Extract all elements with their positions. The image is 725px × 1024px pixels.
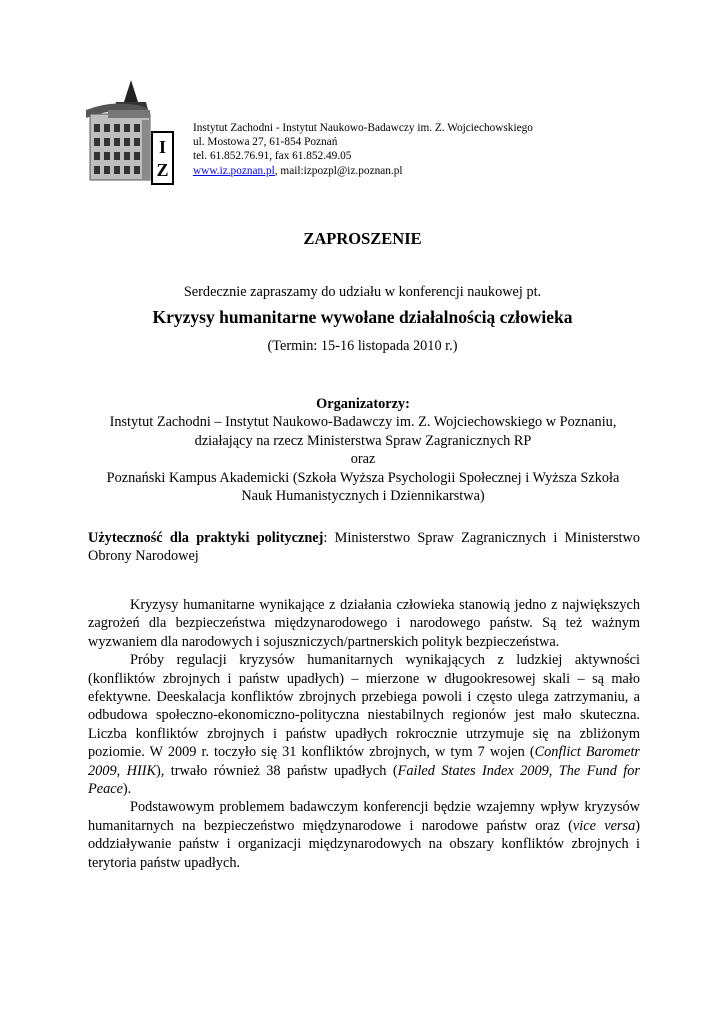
logo-letter-z: Z bbox=[156, 160, 169, 180]
usefulness-label: Użyteczność dla praktyki politycznej bbox=[88, 530, 324, 546]
paragraph-2-text: Próby regulacji kryzysów humanitarnych wynikających z ludzkiej aktywności (konfliktów zbrojnych i państw upadłych) – mierzone w długookresowej skali – są mało efektywne. Deeskalacja konfliktów zbrojnych przebiega powoli i często ulega zatrzymaniu, a odbudowa społeczno-ekonomiczno-polityczna niestabilnych regionów jest mało skuteczna. Liczba konfliktów zbrojnych i państw upadłych rokrocznie utrzymuje się na zbliżonym poziomie. W 2009 r. toczyło się 31 konfliktów zbrojnych, w tym 7 wojen ( bbox=[88, 652, 640, 761]
latin-phrase: vice versa bbox=[572, 817, 636, 834]
contact-line bbox=[193, 164, 533, 178]
paragraph-2-text: ), trwało również 38 państw upadłych ( bbox=[156, 762, 398, 779]
citation: Failed States Index 2009, The Fund for Peace bbox=[88, 762, 640, 798]
logo-letter-i: I bbox=[158, 137, 167, 157]
page-title: ZAPROSZENIE bbox=[303, 229, 422, 248]
institute-logo bbox=[86, 80, 188, 185]
organizer-line: działający na rzecz Ministerstwa Spraw Zagranicznych RP bbox=[194, 432, 532, 449]
organizer-line: oraz bbox=[350, 451, 376, 468]
institute-name: Instytut Zachodni - Instytut Naukowo-Badawczy im. Z. Wojciechowskiego bbox=[193, 122, 533, 134]
paragraph-1: Kryzysy humanitarne wynikające z działania człowieka stanowią jedno z największych zagrożeń dla bezpieczeństwa międzynarodowego i narodowego państw. Są też ważnym wyzwaniem dla narodowych i sojuszniczych/partnerskich polityk bezpieczeństwa. bbox=[88, 597, 640, 650]
body-text bbox=[88, 596, 640, 872]
citation: HIIK bbox=[126, 762, 157, 779]
paragraph-2 bbox=[88, 651, 640, 798]
conference-title: Kryzysy humanitarne wywołane działalnością człowieka bbox=[152, 307, 573, 327]
paragraph-3 bbox=[88, 798, 640, 872]
paragraph-3-text: ) oddziaływanie państw i organizacji międzynarodowych na obszary konfliktów zbrojnych i terytoria państw upadłych. bbox=[88, 817, 640, 871]
citation: Conflict Barometr 2009 bbox=[88, 744, 640, 779]
letterhead bbox=[193, 121, 533, 178]
organizers-section bbox=[88, 395, 638, 505]
website-link[interactable]: www.iz.poznan.pl bbox=[193, 164, 275, 177]
invitation-text: Serdecznie zapraszamy do udziału w konferencji naukowej pt. bbox=[183, 284, 542, 300]
organizer-line: Instytut Zachodni – Instytut Naukowo-Badawczy im. Z. Wojciechowskiego w Poznaniu, bbox=[109, 414, 617, 431]
organizer-line: Poznański Kampus Akademicki (Szkoła Wyższa Psychologii Społecznej i Wyższa Szkoła bbox=[106, 469, 620, 486]
email: , mail:izpozpl@iz.poznan.pl bbox=[274, 164, 403, 177]
paragraph-3-text: Podstawowym problemem badawczym konferencji będzie wzajemny wpływ kryzysów humanitarnych na bezpieczeństwo międzynarodowe i narodowe państw oraz ( bbox=[88, 799, 640, 834]
paragraph-2-text: ). bbox=[122, 781, 132, 798]
organizers-heading: Organizatorzy: bbox=[316, 396, 410, 412]
usefulness-text: : Ministerstwo Spraw Zagranicznych i Ministerstwo Obrony Narodowej bbox=[88, 530, 641, 565]
usefulness-section bbox=[88, 529, 640, 566]
phone-fax: tel. 61.852.76.91, fax 61.852.49.05 bbox=[193, 150, 352, 163]
address: ul. Mostowa 27, 61-854 Poznań bbox=[193, 136, 338, 149]
organizer-line: Nauk Humanistycznych i Dziennikarstwa) bbox=[241, 488, 485, 505]
paragraph-2-text: , bbox=[116, 762, 127, 779]
conference-date: (Termin: 15-16 listopada 2010 r.) bbox=[267, 338, 458, 354]
